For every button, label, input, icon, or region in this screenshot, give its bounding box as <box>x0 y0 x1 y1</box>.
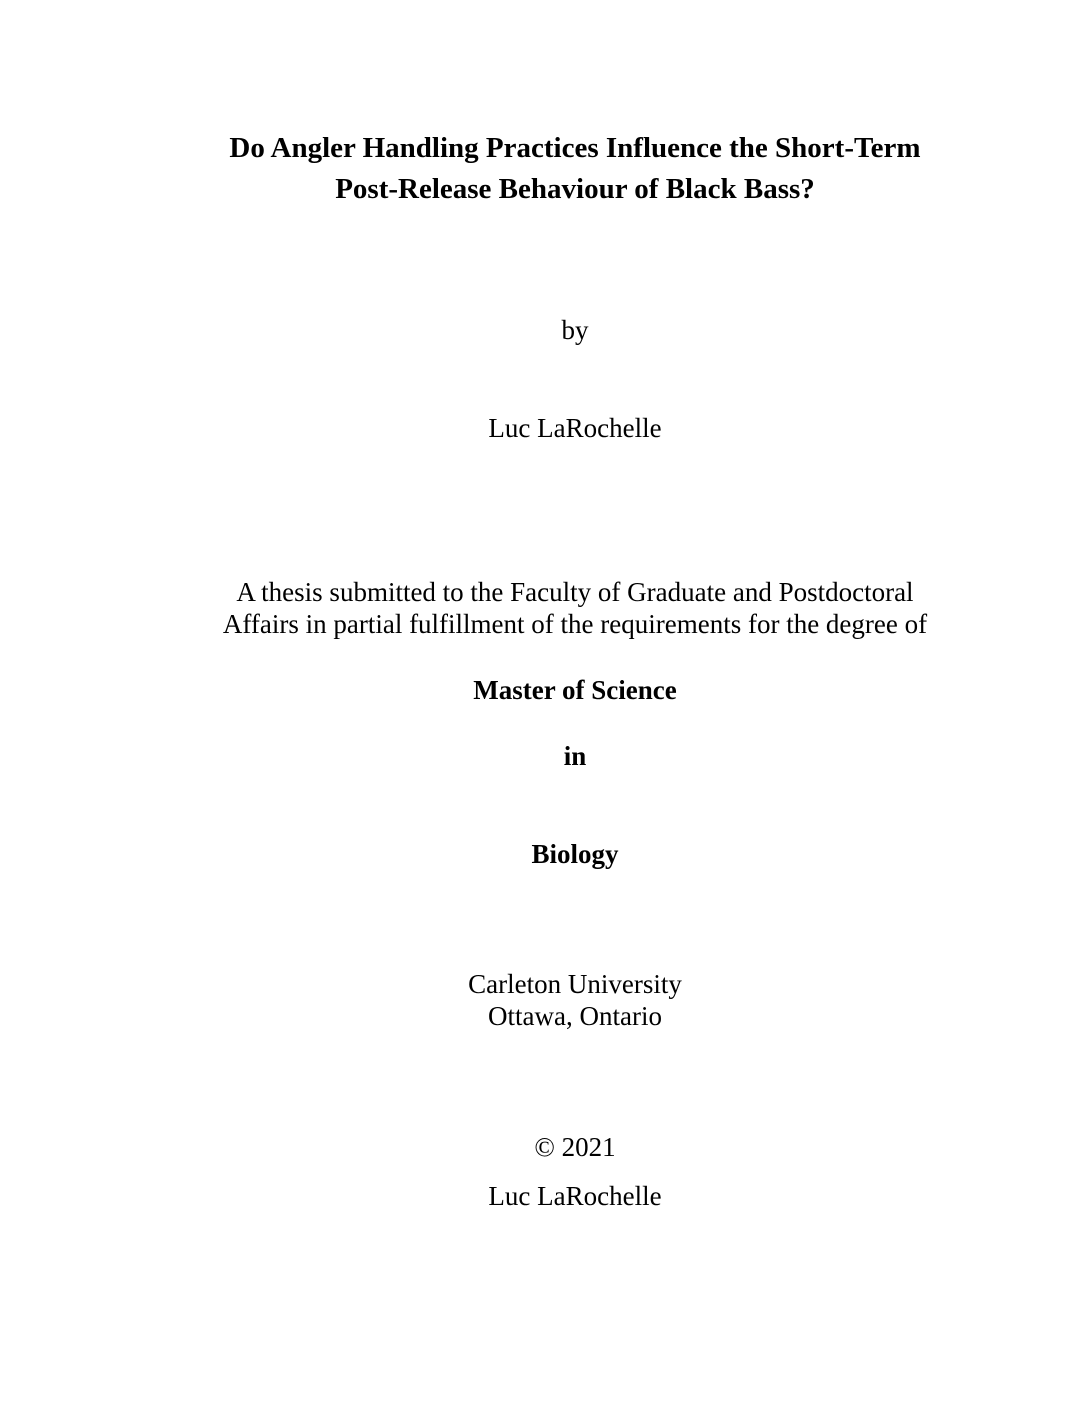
by-label: by <box>561 315 589 345</box>
submission-statement-line-2: Affairs in partial fulfillment of the requirements for the degree of <box>222 609 928 639</box>
submission-statement-line-1: A thesis submitted to the Faculty of Graduate and Postdoctoral <box>236 577 914 607</box>
author-name: Luc LaRochelle <box>488 413 662 443</box>
degree-name: Master of Science <box>473 675 677 705</box>
university-location: Ottawa, Ontario <box>488 1001 662 1031</box>
thesis-title-line-2: Post-Release Behaviour of Black Bass? <box>335 173 815 205</box>
in-label: in <box>563 741 587 771</box>
university-name: Carleton University <box>468 969 682 999</box>
copyright-notice: © 2021 <box>534 1132 616 1162</box>
discipline-name: Biology <box>531 839 619 869</box>
thesis-title-line-1: Do Angler Handling Practices Influence the Short-Term <box>229 132 921 164</box>
copyright-holder: Luc LaRochelle <box>488 1181 662 1211</box>
